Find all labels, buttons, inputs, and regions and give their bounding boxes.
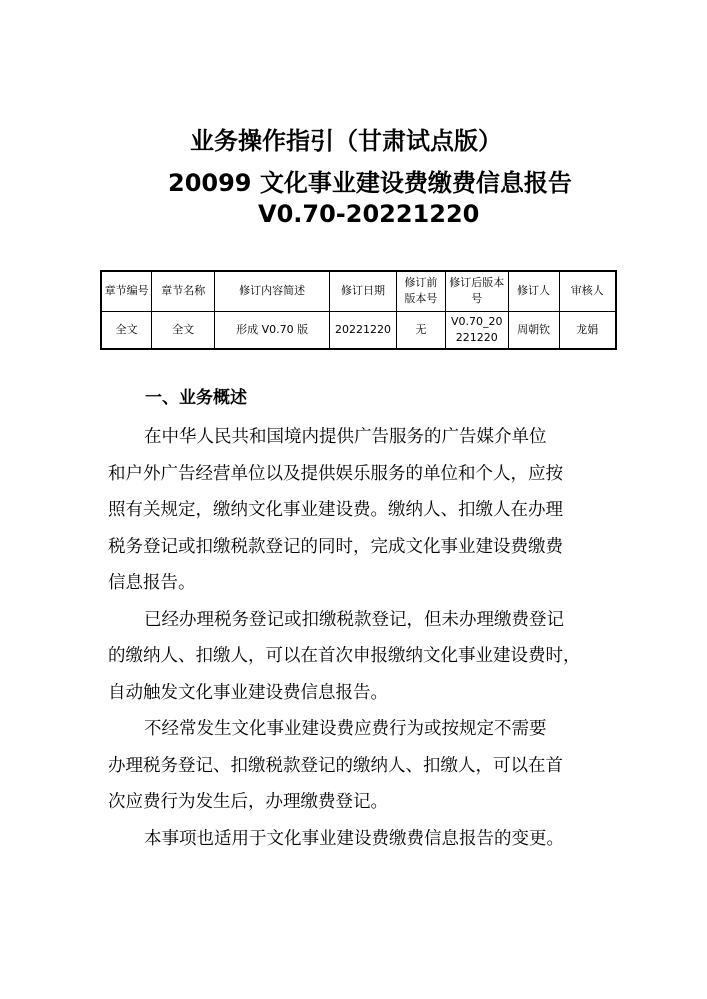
table-cell: 全文	[152, 311, 215, 349]
header-cell: 章节编号	[101, 271, 152, 311]
revision-table-header	[101, 271, 616, 311]
header-cell: 修订日期	[330, 271, 397, 311]
table-cell: 形成 V0.70 版	[215, 311, 330, 349]
document-subtitle: 20099 文化事业建设费缴费信息报告	[168, 169, 572, 197]
paragraph-line: 不经常发生文化事业建设费应费行为或按规定不需要	[144, 719, 547, 739]
revision-table	[100, 270, 617, 350]
table-cell: 无	[397, 311, 446, 349]
paragraph-line: 办理税务登记、扣缴税款登记的缴纳人、扣缴人，可以在首	[108, 755, 563, 776]
table-cell: 龙娟	[559, 311, 616, 349]
header-cell: 修订前版本号	[397, 271, 446, 311]
document-version: V0.70-20221220	[258, 200, 480, 228]
paragraph-line: 已经办理税务登记或扣缴税款登记，但未办理缴费登记	[144, 609, 564, 630]
paragraph-line: 自动触发文化事业建设费信息报告。	[108, 682, 388, 703]
section-heading: 一、业务概述	[145, 388, 247, 408]
paragraph-line: 信息报告。	[108, 573, 196, 593]
paragraph-line: 和户外广告经营单位以及提供娱乐服务的单位和个人，应按	[108, 463, 563, 484]
table-cell: 全文	[101, 311, 152, 349]
header-cell: 修订后版本号	[445, 271, 508, 311]
header-cell: 修订人	[508, 271, 559, 311]
table-cell: 周朝钦	[508, 311, 559, 349]
paragraph-line: 在中华人民共和国境内提供广告服务的广告媒介单位	[144, 427, 547, 447]
paragraph-line: 次应费行为发生后，办理缴费登记。	[108, 792, 388, 812]
paragraph-line: 税务登记或扣缴税款登记的同时，完成文化事业建设费缴费	[108, 536, 563, 557]
table-row	[101, 311, 616, 349]
paragraph-line: 本事项也适用于文化事业建设费缴费信息报告的变更。	[144, 828, 564, 849]
paragraph-line: 的缴纳人、扣缴人，可以在首次申报缴纳文化事业建设费时，	[108, 646, 581, 666]
header-cell: 审核人	[559, 271, 616, 311]
table-cell: 20221220	[330, 311, 397, 349]
table-cell: V0.70_20221220	[445, 311, 508, 349]
document-title: 业务操作指引（甘肃试点版）	[190, 127, 502, 155]
paragraph-line: 照有关规定，缴纳文化事业建设费。缴纳人、扣缴人在办理	[108, 500, 563, 520]
header-cell: 章节名称	[152, 271, 215, 311]
section-body	[108, 419, 608, 857]
header-cell: 修订内容简述	[215, 271, 330, 311]
